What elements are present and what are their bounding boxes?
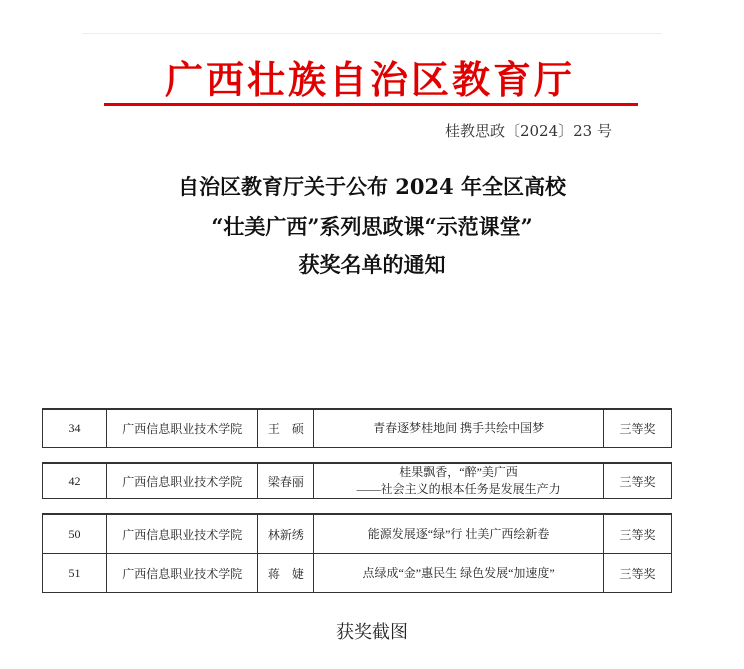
award-level: 三等奖 (603, 554, 671, 593)
school-name: 广西信息职业技术学院 (107, 409, 258, 448)
table-row (43, 463, 672, 499)
school-name: 广西信息职业技术学院 (107, 463, 258, 499)
teacher-name: 蒋 婕 (258, 554, 314, 593)
document-number: 桂教思政〔2024〕23 号 (444, 122, 612, 140)
lesson-theme-line: 青春逐梦桂地间 携手共绘中国梦 (373, 421, 545, 435)
lesson-theme-line: ——社会主义的根本任务是发展生产力 (356, 482, 561, 496)
school-name: 广西信息职业技术学院 (107, 514, 258, 554)
award-level: 三等奖 (603, 409, 671, 448)
teacher-name: 林新绣 (258, 514, 314, 554)
lesson-theme-line: 点绿成“金”惠民生 绿色发展“加速度” (362, 565, 555, 580)
lesson-theme (314, 409, 604, 448)
table-row (43, 409, 672, 448)
table-row (43, 554, 672, 593)
lesson-theme-line: 桂果飘香，“醉”美广西 (399, 465, 518, 479)
lesson-theme-line: 能源发展逐“绿”行 壮美广西绘新卷 (367, 526, 550, 541)
row-number: 50 (43, 514, 107, 554)
row-number: 42 (43, 463, 107, 499)
award-level: 三等奖 (603, 514, 671, 554)
award-level: 三等奖 (603, 463, 671, 499)
red-header-rule (104, 103, 638, 106)
row-number: 34 (43, 409, 107, 448)
teacher-name: 王 硕 (258, 409, 314, 448)
title-line-2: “壮美广西”系列思政课“示范课堂” (211, 214, 533, 239)
award-table-fragment-3 (42, 513, 672, 593)
title-line-3: 获奖名单的通知 (298, 252, 446, 277)
lesson-theme (314, 554, 604, 593)
award-table-fragment-1 (42, 408, 672, 448)
table-row (43, 514, 672, 554)
school-name: 广西信息职业技术学院 (107, 554, 258, 593)
award-table-fragment-2 (42, 462, 672, 499)
page-top-border (82, 33, 662, 34)
image-caption: 获奖截图 (336, 622, 408, 643)
row-number: 51 (43, 554, 107, 593)
title-line-1: 自治区教育厅关于公布 2024 年全区高校 (177, 174, 567, 199)
lesson-theme (314, 463, 604, 499)
issuing-organization: 广西壮族自治区教育厅 (164, 57, 575, 102)
lesson-theme (314, 514, 604, 554)
teacher-name: 梁春丽 (258, 463, 314, 499)
